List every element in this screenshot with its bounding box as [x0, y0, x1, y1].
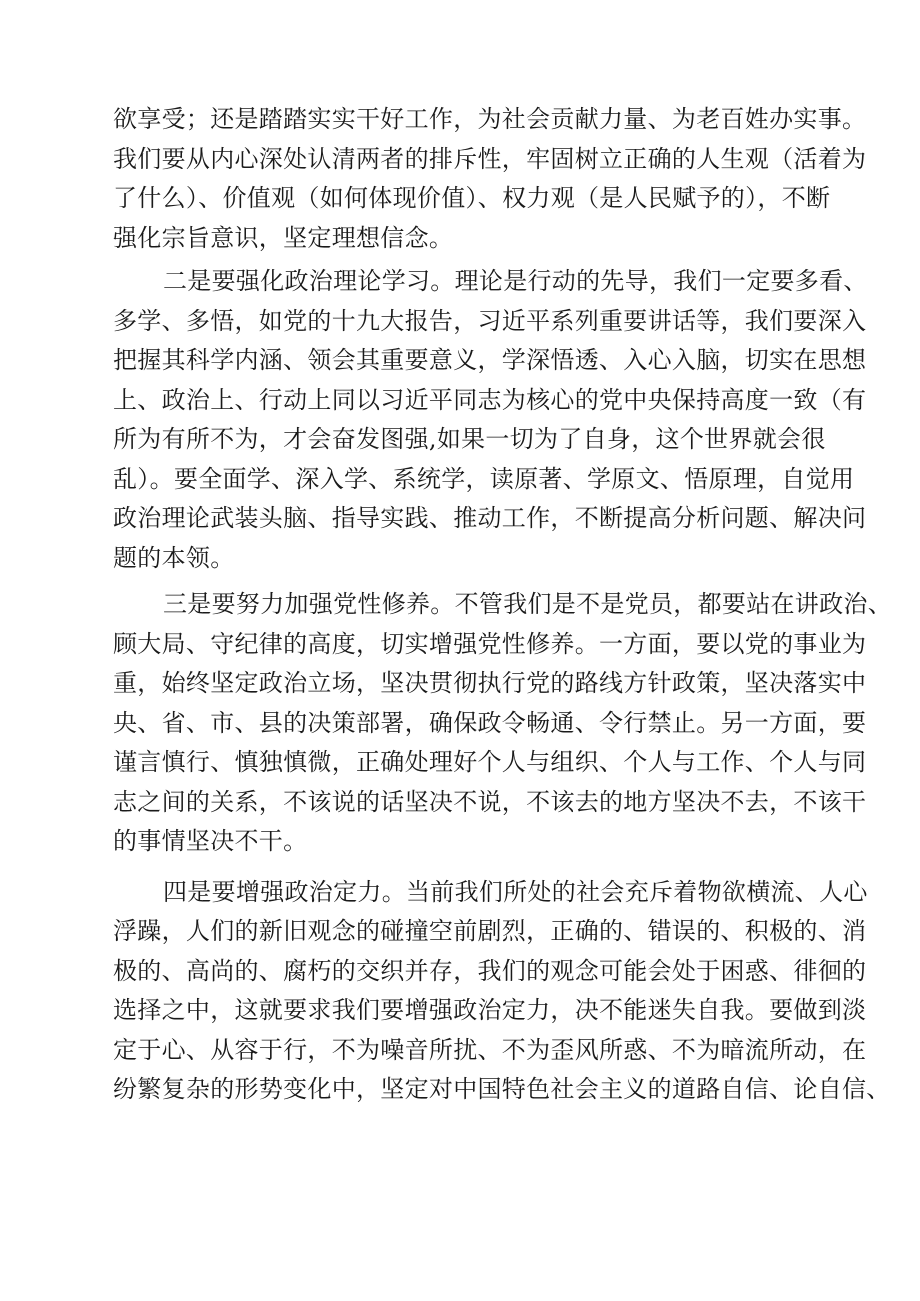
text-line: 把握其科学内涵、领会其重要意义，学深悟透、入心入脑，切实在思想: [113, 346, 867, 374]
paragraph: [113, 100, 867, 258]
text-line: 题的本领。: [113, 543, 235, 572]
paragraph: [113, 585, 892, 862]
text-line: 三是要努力加强党性修养。不管我们是不是党员，都要站在讲政治、: [163, 590, 892, 618]
text-line: 二是要强化政治理论学习。理论是行动的先导，我们一定要多看、: [163, 267, 868, 295]
text-line: 选择之中，这就要求我们要增强政治定力，决不能迷失自我。要做到淡: [113, 996, 867, 1024]
paragraph: [113, 262, 868, 578]
text-line: 强化宗旨意识，坚定理想信念。: [113, 223, 454, 252]
text-line: 上、政治上、行动上同以习近平同志为核心的党中央保持高度一致（有: [113, 385, 867, 414]
text-line: 央、省、市、县的决策部署，确保政令畅通、令行禁止。另一方面，要: [113, 708, 867, 737]
text-line: 志之间的关系，不该说的话坚决不说，不该去的地方坚决不去，不该干: [113, 787, 867, 816]
text-line: 谨言慎行、慎独慎微，正确处理好个人与组织、个人与工作、个人与同: [113, 748, 867, 776]
paragraph: [113, 873, 891, 1110]
text-line: 定于心、从容于行，不为噪音所扰、不为歪风所惑、不为暗流所动，在: [113, 1035, 867, 1064]
text-line: 四是要增强政治定力。当前我们所处的社会充斥着物欲横流、人心: [163, 877, 868, 906]
text-line: 乱）。要全面学、深入学、系统学，读原著、学原文、悟原理，自觉用: [113, 464, 855, 493]
text-line: 极的、高尚的、腐朽的交织并存，我们的观念可能会处于困惑、徘徊的: [113, 956, 867, 985]
text-line: 了什么）、价值观（如何体现价值）、权力观（是人民赋予的），不断: [113, 184, 831, 212]
text-line: 欲享受；还是踏踏实实干好工作，为社会贡献力量、为老百姓办实事。: [113, 105, 867, 133]
text-line: 浮躁，人们的新旧观念的碰撞空前剧烈，正确的、错误的、积极的、消: [113, 917, 867, 945]
text-line: 纷繁复杂的形势变化中，坚定对中国特色社会主义的道路自信、论自信、: [113, 1075, 891, 1103]
text-line: 重，始终坚定政治立场，坚决贯彻执行党的路线方针政策，坚决落实中: [113, 669, 867, 697]
text-line: 多学、多悟，如党的十九大报告，习近平系列重要讲话等，我们要深入: [113, 306, 867, 335]
text-line: 所为有所不为，才会奋发图强,如果一切为了自身，这个世界就会很: [113, 425, 826, 453]
document-body: [113, 100, 892, 1110]
text-line: 政治理论武装头脑、指导实践、推动工作，不断提高分析问题、解决问: [113, 504, 867, 532]
text-line: 的事情坚决不干。: [113, 827, 308, 855]
text-line: 顾大局、守纪律的高度，切实增强党性修养。一方面，要以党的事业为: [113, 629, 867, 658]
text-line: 我们要从内心深处认清两者的排斥性，牢固树立正确的人生观（活着为: [113, 144, 867, 173]
